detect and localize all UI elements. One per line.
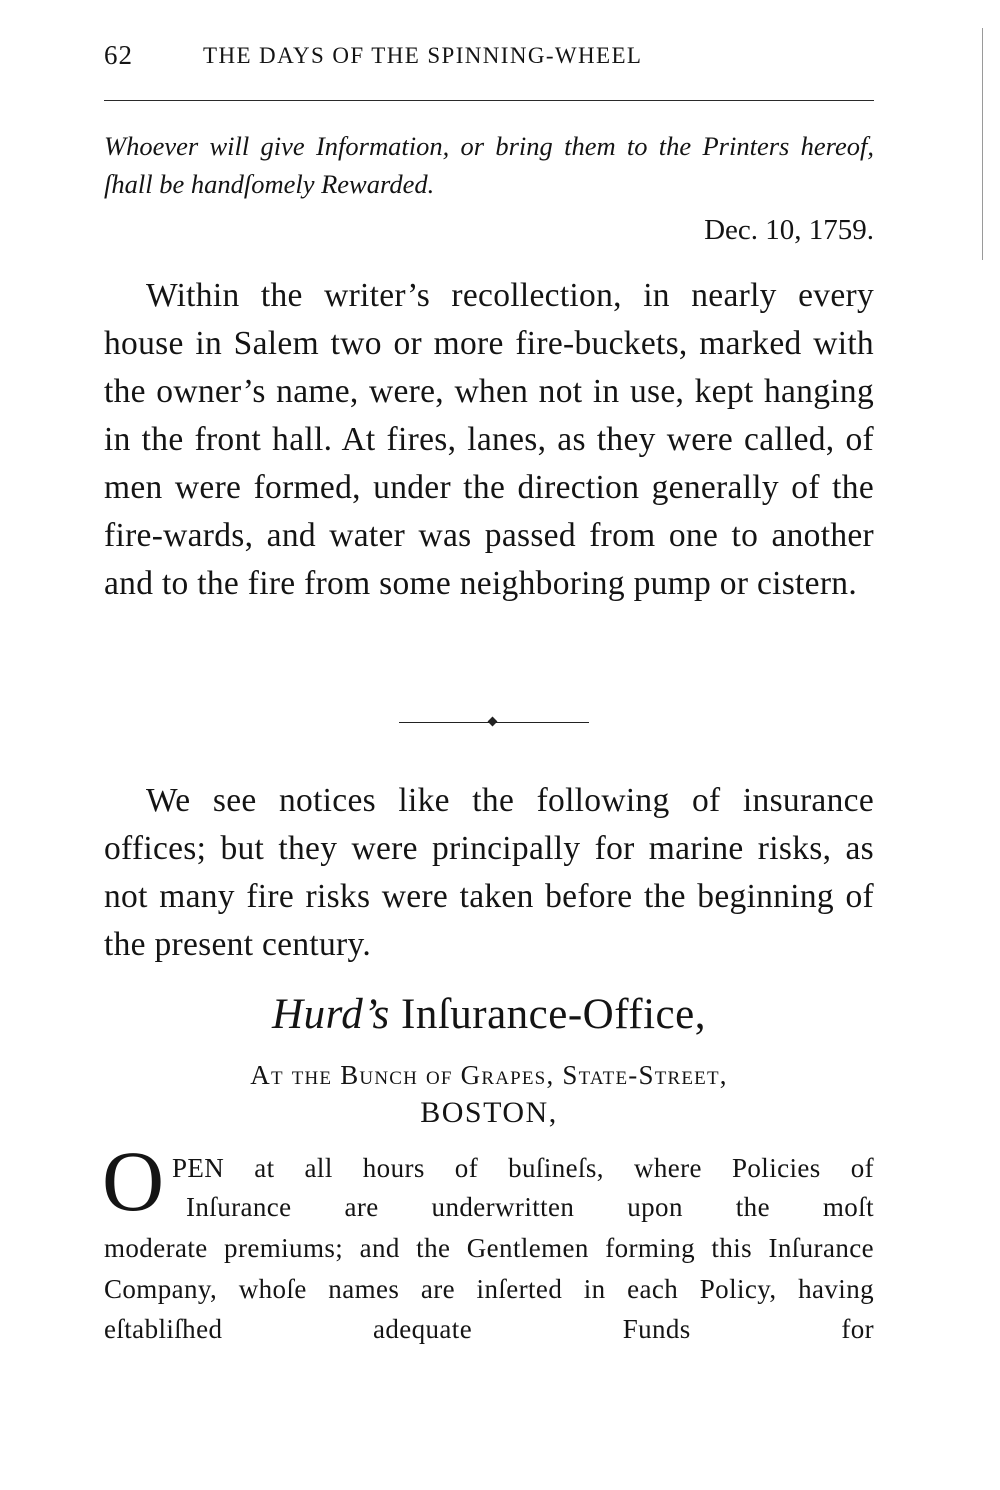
notice-date: Dec. 10, 1759. <box>704 214 874 246</box>
advertisement-body: moderate premiums; and the Gentlemen forming this Inſurance Company, whoſe names are inſerted in each Policy, having eſtabliſhed adequate Funds for <box>104 1233 874 1344</box>
advertisement-title-office: Inſurance-Office, <box>401 991 706 1038</box>
header-rule <box>104 100 874 101</box>
advertisement-city: BOSTON, <box>420 1096 558 1129</box>
advertisement-title <box>104 990 874 1039</box>
advertisement-address: At the Bunch of Grapes, State-Street, <box>250 1060 728 1090</box>
paragraph-fire-buckets: Within the writer’s recollection, in nearly every house in Salem two or more fire-buckets, marked with the owner’s name, were, when not in use, kept hanging in the front hall. At fires, lanes, as they were called, of men were formed, under the direction generally of the fire-wards, and water was passed from one to another and to the fire from some neighboring pump or cistern. <box>104 277 874 602</box>
running-title: THE DAYS OF THE SPINNING-WHEEL <box>203 43 643 68</box>
advertisement-line-1: PEN at all hours of buſineſs, where Policies of <box>172 1153 874 1183</box>
page-edge-line <box>982 28 983 260</box>
advertisement-title-name: Hurd’s <box>272 991 390 1038</box>
notice-text: Whoever will give Information, or bring them to the Printers hereof, ſhall be handſomely Rewarded. <box>104 131 874 199</box>
page-number: 62 <box>104 40 133 70</box>
paragraph-insurance-offices: We see notices like the following of insurance offices; but they were principally for marine risks, as not many fire risks were taken before the beginning of the present century. <box>104 782 874 963</box>
ornament-diamond-icon <box>488 717 498 727</box>
section-ornament <box>399 717 589 729</box>
advertisement-line-2: Inſurance are underwritten upon the moſt <box>186 1192 874 1222</box>
drop-cap: O <box>102 1133 165 1229</box>
